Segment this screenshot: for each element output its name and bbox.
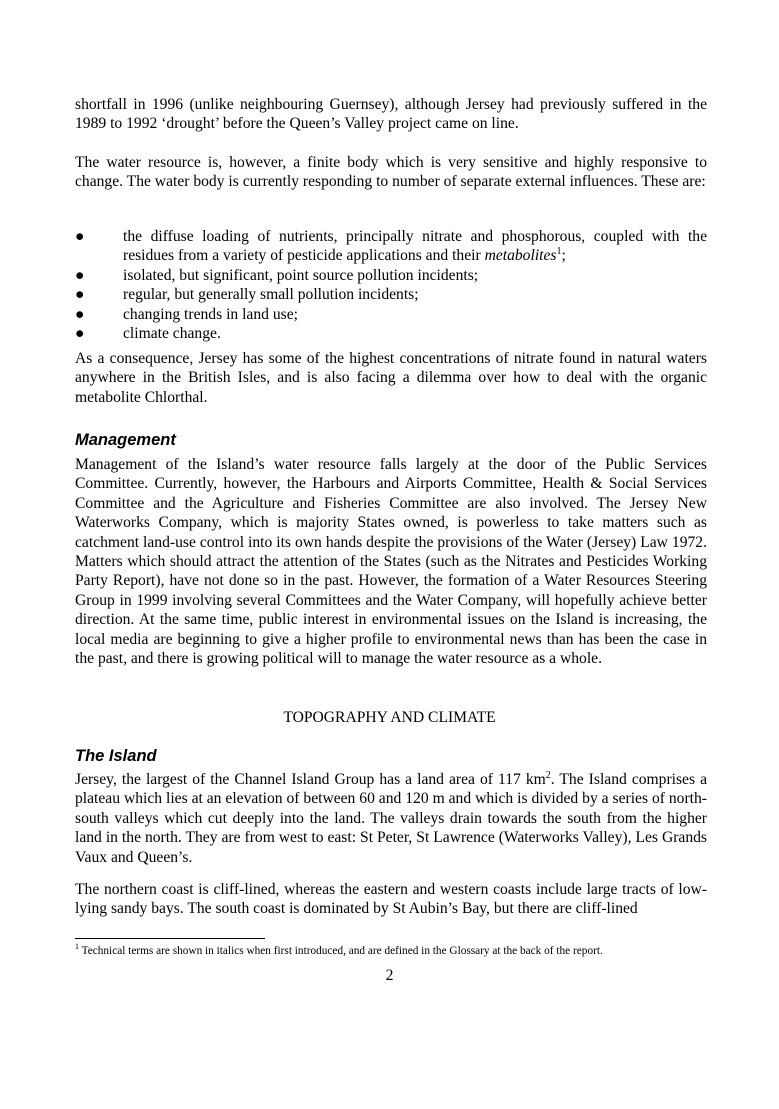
heading-the-island: The Island <box>75 747 157 765</box>
list-item: ● the diffuse loading of nutrients, principally nitrate and phosphorous, coupled with the residues from a variety of pesticide applications and their metabolites$^1$; <box>75 228 707 265</box>
list-item: ● changing trends in land use; <box>75 305 298 323</box>
superscript: 2 <box>545 769 551 781</box>
bullet-icon: ● <box>75 286 85 304</box>
paragraph-coast: The northern coast is cliff-lined, whereas the eastern and western coasts include large tracts of low-lying sandy bays. The south coast is dominated by St Aubin’s Bay, but there are cliff-lined <box>75 881 707 918</box>
section-title: TOPOGRAPHY AND CLIMATE <box>283 709 496 726</box>
paragraph-shortfall: shortfall in 1996 (unlike neighbouring Guernsey), although Jersey had previously suffered in the 1989 to 1992 ‘drought’ before the Queen’s Valley project came on line. <box>75 96 707 133</box>
footnote-ref: 1 <box>556 246 562 258</box>
list-item: ● climate change. <box>75 325 221 343</box>
bullet-icon: ● <box>75 266 85 284</box>
paragraph-consequence: As a consequence, Jersey has some of the highest concentrations of nitrate found in natural waters anywhere in the British Isles, and is also facing a dilemma over how to deal with the organic metabolite Chlorthal. <box>75 350 707 406</box>
page-number: 2 <box>385 967 394 984</box>
heading-management: Management <box>75 431 176 449</box>
list-item: ● isolated, but significant, point source pollution incidents; <box>75 266 479 284</box>
italic-term: metabolites <box>484 247 557 265</box>
bullet-icon: ● <box>75 228 85 245</box>
paragraph-water-resource: The water resource is, however, a finite body which is very sensitive and highly responsive to change. The water body is currently responding to number of separate external influences. These are: <box>75 154 707 191</box>
footnote-number: 1 <box>75 942 79 952</box>
footnote-divider <box>75 938 265 939</box>
footnote: $^1$ Technical terms are shown in italics when first introduced, and are defined in the Glossary at the back of the report. <box>75 942 603 957</box>
list-item: ● regular, but generally small pollution incidents; <box>75 286 419 304</box>
paragraph-management: Management of the Island’s water resource falls largely at the door of the Public Services Committee. Currently, however, the Harbours and Airports Committee, Health & Social Services Committee and the Agriculture and Fisheries Committee are also involved. The Jersey New Waterworks Company, which is majority States owned, is powerless to take matters such as catchment land-use control into its own hands despite the provisions of the Water (Jersey) Law 1972. Matters which should attract the attention of the States (such as the Nitrates and Pesticides Working Party Report), have not done so in the past. However, the formation of a Water Resources Steering Group in 1999 involving several Committees and the Water Company, will hopefully achieve better direction. At the same time, public interest in environmental issues on the Island is increasing, the local media are beginning to give a higher profile to environmental news than has been the case in the past, and there is growing political will to manage the water resource as a whole. <box>75 456 707 668</box>
influences-list <box>75 227 707 343</box>
paragraph-island: Jersey, the largest of the Channel Island Group has a land area of 117 $km^2$. The Island comprises a plateau which lies at an elevation of between 60 and 120 m and which is divided by a series of north-south valleys which cut deeply into the land. The valleys drain towards the south from the higher land in the north. They are from west to east: St Peter, St Lawrence (Waterworks Valley), Les Grands Vaux and Queen’s. <box>75 769 707 866</box>
bullet-icon: ● <box>75 325 85 343</box>
bullet-icon: ● <box>75 305 85 323</box>
